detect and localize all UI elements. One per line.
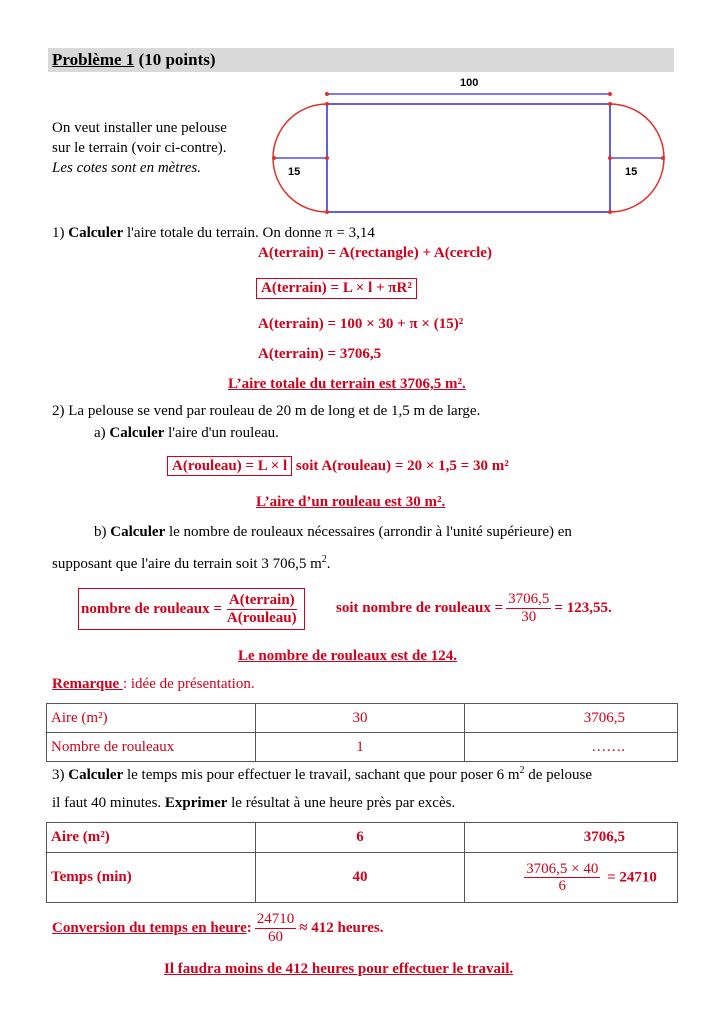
terrain-rectangle: [327, 104, 610, 212]
conversion-denominator: 60: [268, 928, 283, 945]
q3-statement: [52, 765, 592, 784]
problem-points: (10 points): [138, 50, 216, 69]
q1-formula-2: A(terrain) = L × l + πR²: [256, 278, 417, 299]
q2b-text: le nombre de rouleaux nécessaires (arrondir à l'unité supérieure) en: [165, 524, 572, 540]
q2b-soit-numerator: 3706,5: [508, 591, 550, 607]
q1-verb: Calculer: [68, 225, 124, 241]
q3-text-2: il faut 40 minutes.: [52, 795, 165, 811]
conversion-result: ≈ 412 heures.: [299, 919, 384, 936]
terrain-figure: [270, 72, 670, 222]
q2b-superscript: 2: [321, 554, 327, 565]
top-dim-label: 100: [460, 77, 479, 89]
q2b-box-label: nombre de rouleaux =: [81, 600, 222, 617]
table-row: [47, 704, 678, 733]
q2b-prefix: b): [94, 524, 111, 540]
q2b-soit-result: = 123,55.: [554, 599, 612, 616]
q3-prefix: 3): [52, 767, 69, 783]
time-table: [46, 822, 678, 903]
q2a-formula: [167, 458, 509, 475]
q2b-computation: [336, 588, 612, 628]
q2b-text-2: supposant que l'aire du terrain soit 3 706,5 m: [52, 556, 322, 572]
table-cell: Aire (m²): [47, 704, 256, 733]
intro-line-1: On veut installer une pelouse: [52, 120, 227, 136]
table-cell: 30: [256, 704, 465, 733]
q2b-boxed-formula: [78, 588, 305, 630]
table-cell: Nombre de rouleaux: [47, 733, 256, 762]
q2b-answer: Le nombre de rouleaux est de 124.: [238, 648, 458, 664]
table-row: [47, 853, 678, 903]
remarque: [52, 676, 255, 693]
table-cell: 1: [256, 733, 465, 762]
q2b-dot: .: [326, 556, 331, 572]
problem-title: [52, 50, 216, 70]
table-cell: 3706,5: [465, 823, 678, 853]
q3-statement-line-2: [52, 795, 455, 812]
q1-answer: L’aire totale du terrain est 3706,5 m².: [228, 376, 466, 392]
table-cell: 3706,5: [465, 704, 678, 733]
q1-number: 1): [52, 225, 69, 241]
table-cell: Temps (min): [47, 853, 256, 903]
q2-statement: 2) La pelouse se vend par rouleau de 20 m de long et de 1,5 m de large.: [52, 403, 481, 419]
q2b-box-denominator: A(rouleau): [226, 609, 297, 626]
time-numerator: 3706,5 × 40: [526, 860, 599, 877]
q2a-prefix: a): [94, 425, 110, 441]
q1-formula-1: A(terrain) = A(rectangle) + A(cercle): [258, 245, 492, 261]
q2a-boxed-formula: A(rouleau) = L × l: [167, 456, 292, 476]
conversion-line: [52, 908, 383, 948]
q3-verb: Calculer: [68, 767, 124, 783]
table-row: [47, 823, 678, 853]
time-denominator: 6: [558, 878, 566, 894]
q2a-text: l'aire d'un rouleau.: [164, 425, 279, 441]
q2a-computation: soit A(rouleau) = 20 × 1,5 = 30 m²: [292, 458, 509, 474]
q2b-box-numerator: A(terrain): [228, 592, 295, 608]
conversion-numerator: 24710: [256, 911, 295, 927]
q3-text: le temps mis pour effectuer le travail, sachant que pour poser 6 m: [123, 767, 520, 783]
q2b-verb: Calculer: [110, 524, 166, 540]
red-markers: [272, 92, 665, 214]
q3-superscript: 2: [519, 765, 525, 776]
q2b-soit-denominator: 30: [521, 608, 537, 625]
presentation-table: [46, 703, 678, 762]
q2a-statement: [94, 425, 279, 442]
table-row: [47, 733, 678, 762]
problem-title-label: Problème 1: [52, 50, 135, 69]
q2b-soit-label: soit nombre de rouleaux =: [336, 599, 504, 616]
table-cell: Aire (m²): [47, 823, 256, 853]
final-answer: Il faudra moins de 412 heures pour effectuer le travail.: [164, 961, 514, 977]
q3-verb-2: Exprimer: [164, 795, 228, 811]
conversion-label: Conversion du temps en heure: [52, 919, 247, 936]
table-cell: 40: [256, 853, 465, 903]
table-cell: …….: [465, 733, 678, 762]
q1-text: l'aire totale du terrain. On donne π = 3,14: [123, 225, 375, 241]
left-dim-label: 15: [288, 166, 301, 178]
q2b-statement-line-2: [52, 554, 331, 573]
q3-text-3: le résultat à une heure près par excès.: [227, 795, 456, 811]
q2a-verb: Calculer: [109, 425, 165, 441]
q2b-statement: [94, 524, 572, 541]
q1-statement: [52, 225, 375, 242]
intro-line-2: sur le terrain (voir ci-contre).: [52, 140, 227, 156]
right-dim-label: 15: [625, 166, 638, 178]
conversion-colon: :: [246, 919, 252, 936]
time-result: = 24710: [607, 868, 657, 885]
remarque-label: Remarque: [52, 676, 123, 692]
remarque-text: : idée de présentation.: [122, 676, 255, 692]
q1-formula-3: A(terrain) = 100 × 30 + π × (15)²: [258, 316, 464, 332]
q1-formula-4: A(terrain) = 3706,5: [258, 346, 382, 362]
q3-text-end: de pelouse: [524, 767, 592, 783]
table-cell: [465, 853, 678, 903]
q2a-answer: L’aire d’un rouleau est 30 m².: [256, 494, 446, 510]
table-cell: 6: [256, 823, 465, 853]
intro-line-3: Les cotes sont en mètres.: [52, 160, 202, 176]
